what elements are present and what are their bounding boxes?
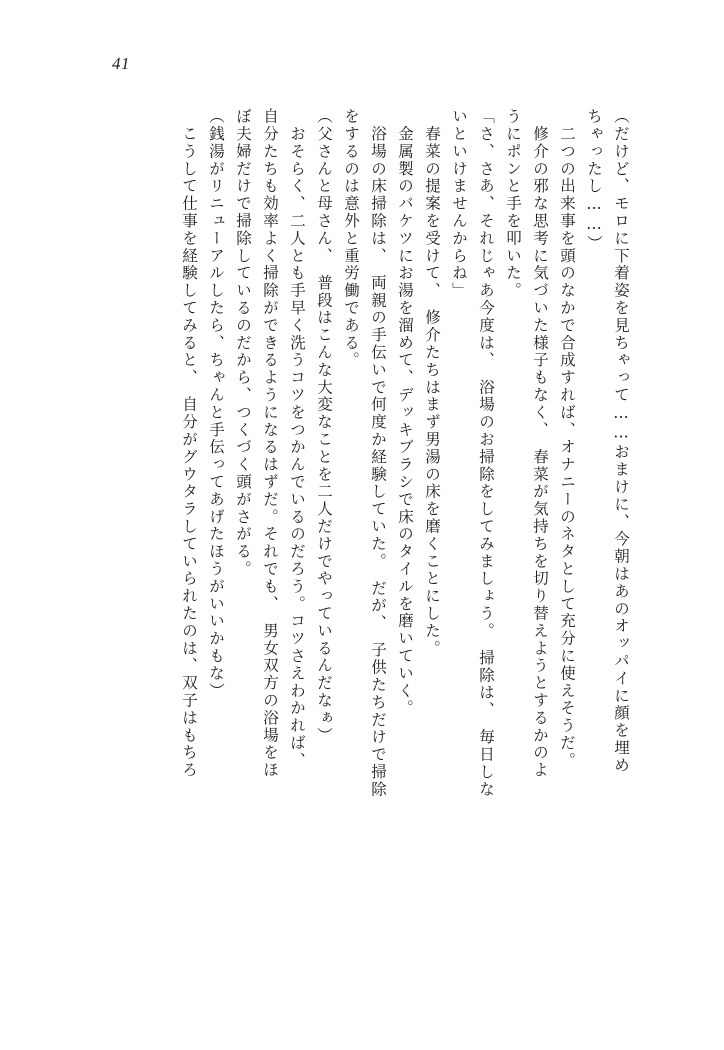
text-column: （銭湯がリニューアルしたら、ちゃんと手伝ってあげたほうがいいかもな） [207, 108, 225, 700]
text-column: ぼ夫婦だけで掃除しているのだから、つくづく頭がさがる。 [234, 108, 252, 578]
text-column: （父さんと母さん、 普段はこんな大変なことを二人だけでやっているんだなぁ） [315, 108, 333, 745]
vertical-text-block [169, 108, 628, 953]
text-column: おそらく、二人とも手早く洗うコツをつかんでいるのだろう。コツさえわかれば、 [288, 108, 306, 770]
text-column: 修介の邪な思考に気づいた様子もなく、 春菜が気持ちを切り替えようとするかのよ [531, 108, 549, 779]
text-column: ちゃったし……） [585, 108, 603, 253]
text-column: こうして仕事を経験してみると、 自分がグウタラしていられたのは、双子はもちろ [180, 108, 198, 779]
text-column: 二つの出来事を頭のなかで合成すれば、オナニーのネタとして充分に使えそうだ。 [558, 108, 576, 770]
text-column: 「さ、さあ、それじゃあ今度は、 浴場のお掃除をしてみましょう。 掃除は、 毎日しな [477, 108, 495, 799]
text-column: 浴場の床掃除は、 両親の手伝いで何度か経験していた。 だが、 子供たちだけで掃除 [369, 108, 387, 799]
text-column: 春菜の提案を受けて、 修介たちはまず男湯の床を磨くことにした。 [423, 108, 441, 658]
text-column: 自分たちも効率よく掃除ができるようになるはずだ。それでも、 男女双方の浴場をほ [261, 108, 279, 779]
text-column: （だけど、モロに下着姿を見ちゃって……おまけに、今朝はあのオッパイに顔を埋め [612, 108, 630, 775]
text-column: いといけませんからね」 [450, 108, 468, 300]
text-column: をするのは意外と重労働である。 [342, 108, 360, 369]
page-number: 41 [112, 54, 130, 73]
text-column: うにポンと手を叩いた。 [504, 108, 522, 300]
text-column: 金属製のバケツにお湯を溜めて、デッキブラシで床のタイルを磨いていく。 [396, 108, 414, 717]
